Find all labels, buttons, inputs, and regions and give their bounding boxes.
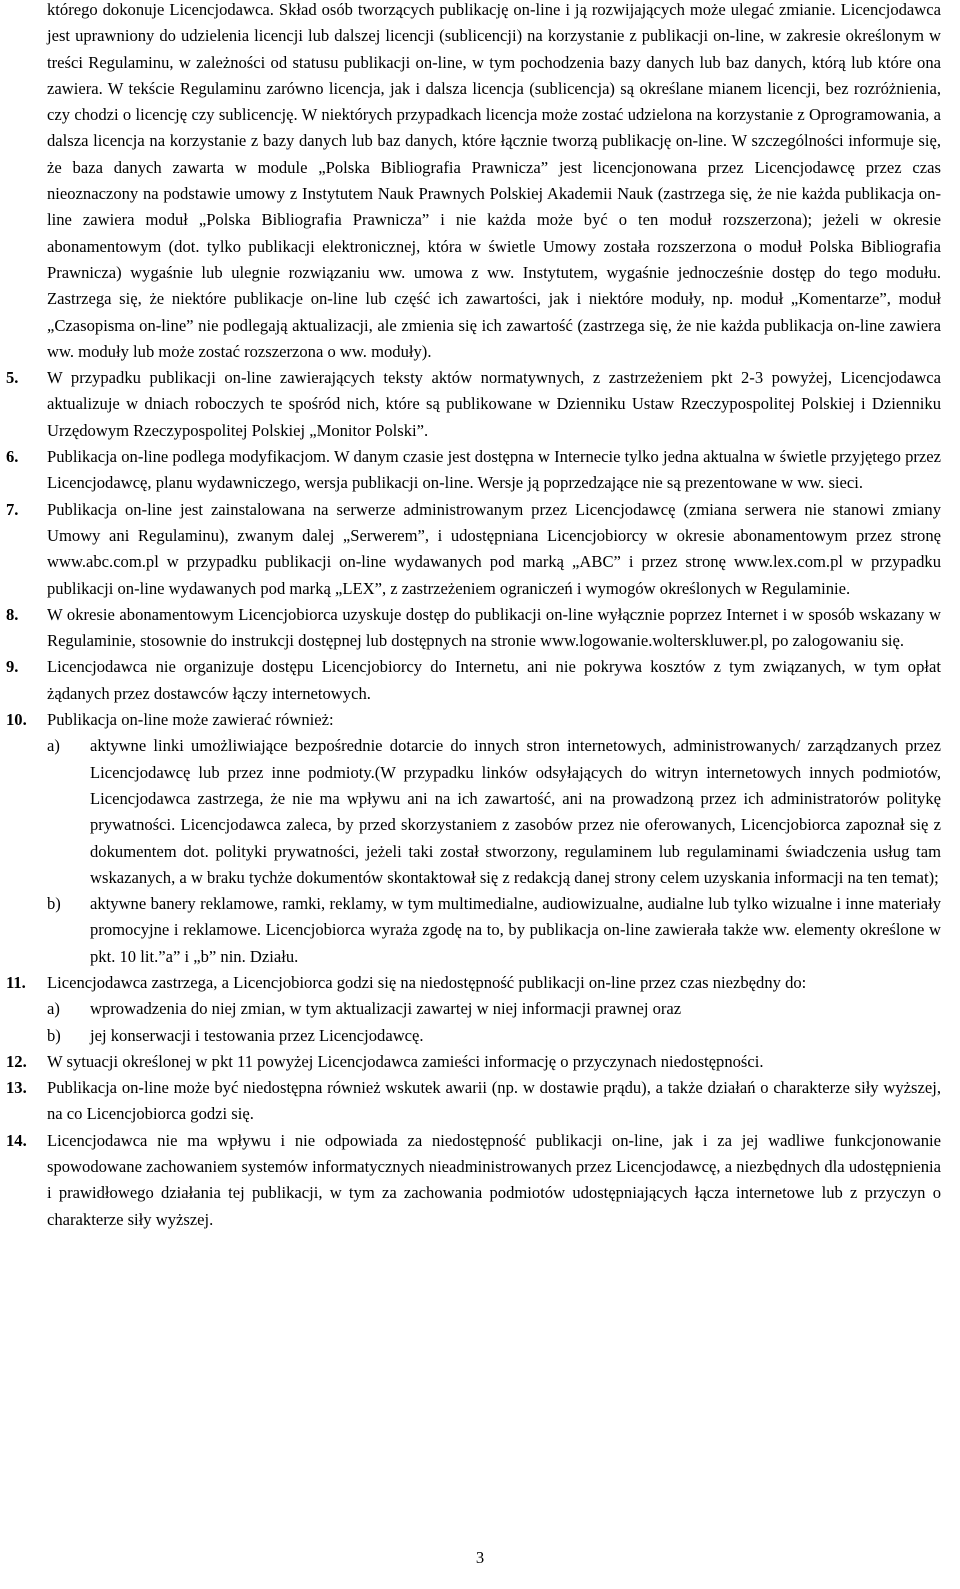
item-text: W sytuacji określonej w pkt 11 powyżej Licencjodawca zamieści informację o przyczynach niedostępności. bbox=[47, 1051, 764, 1071]
sub-item-letter: b) bbox=[47, 894, 61, 914]
item-text: Publikacja on-line podlega modyfikacjom. W danym czasie jest dostępna w Internecie tylko jedna aktualna w świetle przyjętego przez Licencjodawcę, planu wydawniczego, wersja publikacji on-line. Wersje ją poprzedzające nie są prezentowane w ww. sieci. bbox=[47, 447, 941, 493]
sub-item-a bbox=[47, 733, 941, 891]
sub-item-a bbox=[47, 996, 941, 1022]
list-item-12 bbox=[6, 1049, 941, 1075]
item-text: Licencjodawca zastrzega, a Licencjobiorca godzi się na niedostępność publikacji on-line przez czas niezbędny do: bbox=[47, 972, 807, 992]
sub-item-text: aktywne banery reklamowe, ramki, reklamy, w tym multimedialne, audiowizualne, audialne lub tylko wizualne i inne materiały promocyjne i reklamowe. Licencjobiorca wyraża zgodę na to, by publikacja on-line zawierała także ww. elementy określone w pkt. 10 lit.”a” i „b” nin. Działu. bbox=[90, 894, 941, 966]
item-text: Publikacja on-line jest zainstalowana na serwerze administrowanym przez Licencjodawcę (zmiana serwera nie stanowi zmiany Umowy ani Regulaminu), zwanym dalej „Serwerem”, i udostępniana Licencjobiorcy w okresie abonamentowym przez stronę www.abc.com.pl w przypadku publikacji on-line wydawanych pod marką „ABC” i przez stronę www.lex.com.pl w przypadku publikacji on-line wydawanych pod marką „LEX”, z zastrzeżeniem ograniczeń i wymogów określonych w Regulaminie. bbox=[47, 499, 941, 598]
sub-item-text: wprowadzenia do niej zmian, w tym aktualizacji zawartej w niej informacji prawnej oraz bbox=[90, 999, 682, 1019]
intro-paragraph: którego dokonuje Licencjodawca. Skład osób tworzących publikację on-line i ją rozwijających może ulegać zmianie. Licencjodawca jest uprawniony do udzielenia licencji lub dalszej licencji (sublicencji) na korzystanie z publikacji on-line, w zakresie określonym w treści Regulaminu, w zależności od statusu publikacji on-line, w tym pochodzenia bazy danych lub baz danych, którą lub które ona zawiera. W tekście Regulaminu zarówno licencja, jak i dalsza licencja (sublicencja) są określane mianem licencji, bez rozróżnienia, czy chodzi o licencję czy sublicencję. W niektórych przypadkach licencja może zostać udzielona na korzystanie z Oprogramowania, a dalsza licencja na korzystanie z bazy danych lub baz danych, które łącznie tworzą publikację on-line. W szczególności informuje się, że baza danych zawarta w module „Polska Bibliografia Prawnicza” jest licencjonowana przez Licencjodawcę przez czas nieoznaczony na podstawie umowy z Instytutem Nauk Prawnych Polskiej Akademii Nauk (zastrzega się, że nie każda publikacja on-line zawiera moduł „Polska Bibliografia Prawnicza” i nie każda może być o ten moduł rozszerzona); jeżeli w okresie abonamentowym (dot. tylko publikacji elektronicznej, która w świetle Umowy została rozszerzona o moduł Polska Bibliografia Prawnicza) wygaśnie lub ulegnie rozwiązaniu ww. umowa z ww. Instytutem, wygaśnie jednocześnie dostęp do tego modułu. Zastrzega się, że niektóre publikacje on-line lub część ich zawartości, jak i niektóre moduły, np. moduł „Komentarze”, moduł „Czasopisma on-line” nie podlegają aktualizacji, ale zmienia się ich zawartość (zastrzega się, że nie każda publikacja on-line zawiera ww. moduły lub może zostać rozszerzona o ww. moduły). bbox=[47, 0, 941, 361]
list-item-13 bbox=[6, 1075, 941, 1128]
list-item-5 bbox=[6, 365, 941, 444]
item-number: 7. bbox=[6, 499, 19, 519]
item-number: 13. bbox=[6, 1078, 27, 1098]
item-number: 12. bbox=[6, 1051, 27, 1071]
sub-item-text: aktywne linki umożliwiające bezpośrednie dotarcie do innych stron internetowych, administrowanych/ zarządzanych przez Licencjodawcę lub przez inne podmioty.(W przypadku linków odsyłających do witryn internetowych innych podmiotów, Licencjodawca zastrzega, że nie ma wpływu ani na ich zawartość, ani na prowadzoną przez ich administratorów politykę prywatności. Licencjodawca zaleca, by przed skorzystaniem z zasobów przez nie oferowanych, Licencjobiorca zapoznał się z dokumentem dot. polityki prywatności, jeżeli taki został stworzony, regulaminem lub regulaminami świadczenia usług tam wskazanych, a w braku tychże dokumentów skontaktował się z redakcją danej strony celem uzyskania informacji na ten temat); bbox=[90, 736, 941, 887]
list-item-11 bbox=[6, 970, 941, 1049]
sub-item-b bbox=[47, 1023, 941, 1049]
item-text: Publikacja on-line może być niedostępna również wskutek awarii (np. w dostawie prądu), a także działań o charakterze siły wyższej, na co Licencjobiorca godzi się. bbox=[47, 1078, 941, 1124]
item-number: 8. bbox=[6, 604, 19, 624]
item-text: Licencjodawca nie organizuje dostępu Licencjobiorcy do Internetu, ani nie pokrywa kosztów z tym związanych, w tym opłat żądanych przez dostawców łączy internetowych. bbox=[47, 657, 941, 703]
item-number: 5. bbox=[6, 368, 19, 388]
sub-item-text: jej konserwacji i testowania przez Licencjodawcę. bbox=[90, 1025, 424, 1045]
sub-item-b bbox=[47, 891, 941, 970]
list-item-6 bbox=[6, 444, 941, 497]
item-number: 10. bbox=[6, 710, 27, 730]
page-number: 3 bbox=[475, 1548, 485, 1567]
item-text: Licencjodawca nie ma wpływu i nie odpowiada za niedostępność publikacji on-line, jak i za jej wadliwe funkcjonowanie spowodowane zachowaniem systemów informatycznych nieadministrowanych przez Licencjodawcę, a niezbędnych dla udostępnienia i prawidłowego działania tej publikacji, w tym za zachowania podmiotów udostępniających łącza internetowe lub z przyczyn o charakterze siły wyższej. bbox=[47, 1130, 941, 1229]
document-body bbox=[6, 0, 941, 1233]
list-item-10 bbox=[6, 707, 941, 970]
sub-item-letter: a) bbox=[47, 999, 60, 1019]
list-item-9 bbox=[6, 654, 941, 707]
list-item-14 bbox=[6, 1128, 941, 1233]
item-text: W przypadku publikacji on-line zawierających teksty aktów normatywnych, z zastrzeżeniem pkt 2-3 powyżej, Licencjodawca aktualizuje w dniach roboczych te spośród nich, które są publikowane w Dzienniku Ustaw Rzeczypospolitej Polskiej i Dzienniku Urzędowym Rzeczypospolitej Polskiej „Monitor Polski”. bbox=[47, 368, 941, 440]
list-item-7 bbox=[6, 497, 941, 602]
item-number: 9. bbox=[6, 657, 19, 677]
list-item-8 bbox=[6, 602, 941, 655]
sub-item-letter: b) bbox=[47, 1025, 61, 1045]
item-number: 6. bbox=[6, 447, 19, 467]
item-number: 14. bbox=[6, 1130, 27, 1150]
item-number: 11. bbox=[6, 972, 26, 992]
item-text: Publikacja on-line może zawierać również: bbox=[47, 710, 334, 730]
item-text: W okresie abonamentowym Licencjobiorca uzyskuje dostęp do publikacji on-line wyłącznie poprzez Internet i w sposób wskazany w Regulaminie, stosownie do instrukcji dostępnej lub dostępnych na stronie www.logowanie.wolterskluwer.pl, po zalogowaniu się. bbox=[47, 604, 941, 651]
sub-item-letter: a) bbox=[47, 736, 60, 756]
